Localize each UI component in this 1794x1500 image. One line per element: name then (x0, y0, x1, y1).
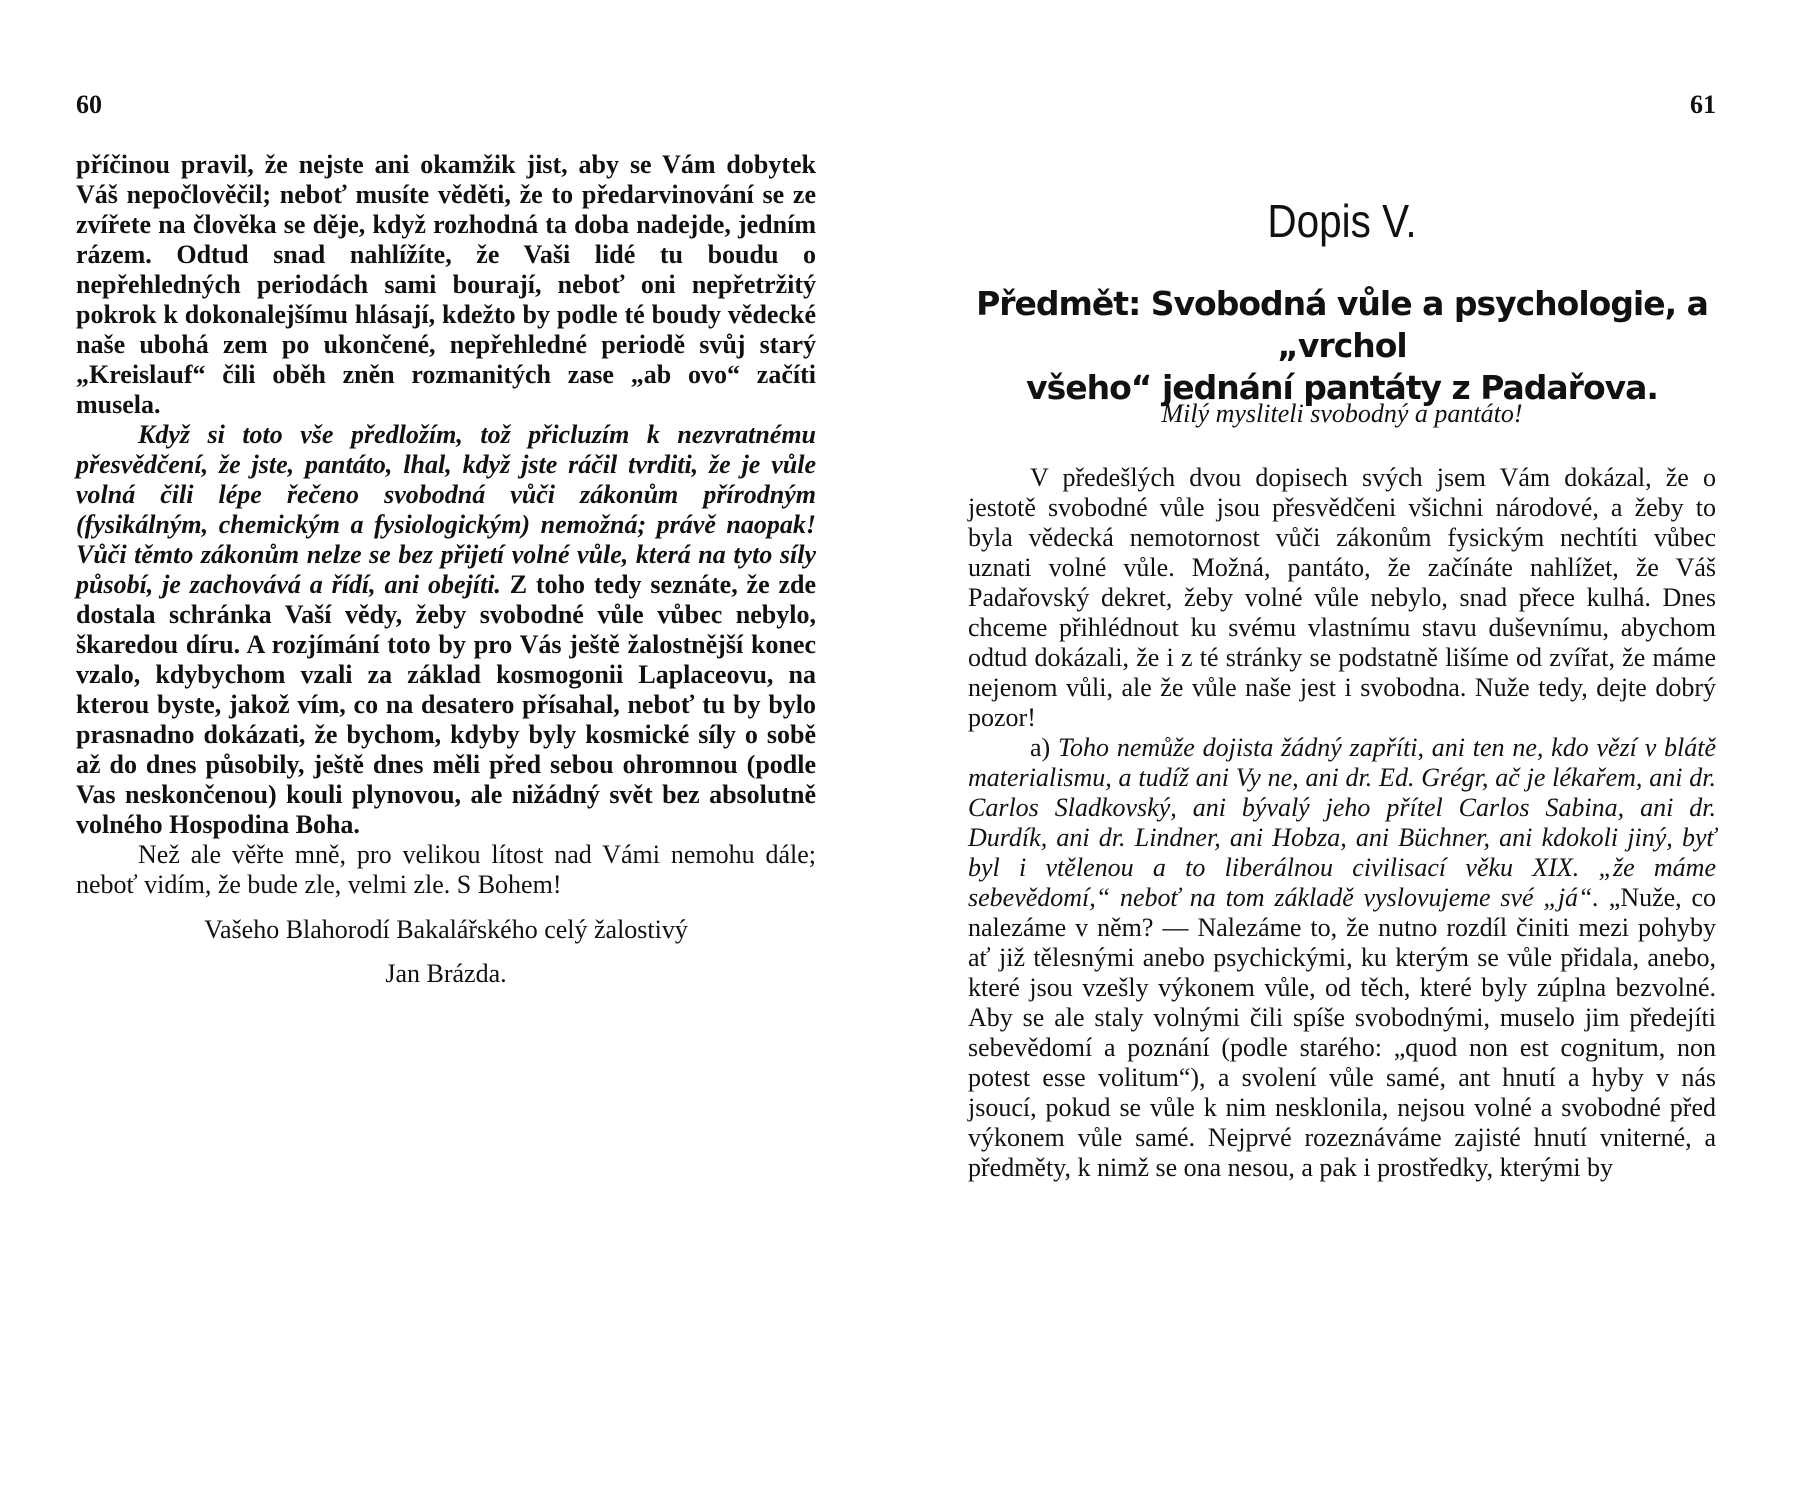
signature-name: Jan Brázda. (385, 959, 507, 988)
italic-passage: Když si toto vše předložím, tož přicluzím k nezvratnému přesvědčení, že jste, pantáto, lhal, když jste ráčil tvrditi, že je vůle volná čili lépe řečeno svobodná vůči zákonům přírodným (fysikálným, chemickým a fysiologickým) nemožná; právě naopak! Vůči těmto zákonům nelze se bez přijetí volné vůle, která na tyto síly působí, je zachovává a řídí, ani obejíti. (76, 420, 816, 599)
subject-line: všeho“ jednání pantáty z Padařova. (1026, 368, 1658, 407)
page-number-right: 61 (1690, 90, 1716, 119)
page-number-left: 60 (76, 90, 102, 119)
paragraph (76, 420, 816, 840)
italic-passage: Toho nemůže dojista žádný zapříti, ani ten ne, kdo vězí v blátě materialismu, a tudíž ani Vy ne, ani dr. Ed. Grégr, ač je lékařem, ani dr. Carlos Sladkovský, ani bývalý jeho přítel Carlos Sabina, ani dr. Durdík, ani dr. Lindner, ani Hobza, ani Büchner, ani kdokoli jiný, byť byl i vtělenou a to liberálnou civilisací věku XIX. „že máme sebevědomí,“ neboť na tom základě vyslovujeme své „já“. (968, 733, 1716, 912)
paragraph-text: „Nuže, co nalezáme v něm? — Nalezáme to, že nutno rozdíl činiti mezi pohyby ať již tělesnými anebo psychickými, ku kterým se vůle přidala, anebo, které jsou vzešly výkonem vůle, od těch, které byly zúplna bezvolné. Aby se ale staly volnými čili spíše svobodnými, muselo jim předejíti sebevědomí a poznání (podle starého: „quod non est cognitum, non potest esse volitum“), a svolení vůle samé, ant hnutí a hyby v nás jsoucí, pokud se vůle k nim nesklonila, nejsou volné a svobodné před výkonem vůle samé. Nejprvé rozeznáváme zajisté hnutí vniterné, a předměty, k nimž se ona nesou, a pak i prostředky, kterými by (968, 883, 1716, 1182)
left-page-body (76, 150, 816, 996)
letter-title: Dopis V. (1267, 195, 1417, 247)
subject-line: Předmět: Svobodná vůle a psychologie, a „vrchol (976, 284, 1708, 365)
paragraph (968, 733, 1716, 1183)
right-page-body (968, 463, 1716, 1183)
salutation: Milý mysliteli svobodný a pantáto! (1161, 399, 1523, 428)
paragraph-text: Z toho tedy seznáte, že zde dostala schránka Vaší vědy, žeby svobodné vůle vůbec nebylo, škaredou díru. A rozjímání toto by pro Vás ještě žalostnější konec vzalo, kdybychom vzali za základ kosmogonii Laplaceovu, na kterou byste, jakož vím, co na desatero přísahal, neboť tu by bylo prasnadno dokázati, že bychom, kdyby byly kosmické síly o sobě až do dnes působily, ještě dnes měli před sebou ohromnou (podle Vas neskončenou) kouli plynovou, ale nižádný svět bez absolutně volného Hospodina Boha. (76, 570, 816, 839)
paragraph: příčinou pravil, že nejste ani okamžik jist, aby se Vám dobytek Váš nepočlověčil; neboť musíte věděti, že to předarvinování se ze zvířete na člověka se děje, když rozhodná ta doba nadejde, jedním rázem. Odtud snad nahlížíte, že Vaši lidé tu boudu o nepřehledných periodách sami bourají, neboť oni nepřetržitý pokrok k dokonalejšímu hlásají, kdežto by podle té boudy vědecké naše ubohá zem po ukončené, nepřehledné periodě svůj starý „Kreislauf“ čili oběh zněn rozmanitých zase „ab ovo“ začíti musela. (76, 150, 816, 419)
paragraph: Než ale věřte mně, pro velikou lítost nad Vámi nemohu dále; neboť vidím, že bude zle, velmi zle. S Bohem! (76, 840, 816, 899)
paragraph: V předešlých dvou dopisech svých jsem Vám dokázal, že o jestotě svobodné vůle jsou přesvědčeni všichni národové, a žeby to byla vědecká nemotornost vůči zákonům fysickým nechtíti vůbec uznati volné vůle. Možná, pantáto, že začínáte nahlížet, že Váš Padařovský dekret, žeby volné vůle nebylo, snad přece kulhá. Dnes chceme přihlédnout ku svému vlastnímu stavu duševnímu, abychom odtud dokázali, že i z té stránky se podstatně lišíme od zvířat, že máme nejenom vůli, ale že vůle naše jest i svobodna. Nuže tedy, dejte dobrý pozor! (968, 463, 1716, 732)
signature-line: Vašeho Blahorodí Bakalářského celý žalostivý (204, 915, 688, 944)
signature-block (76, 908, 816, 996)
list-marker: a) (1030, 733, 1058, 762)
subject-heading (968, 283, 1716, 409)
